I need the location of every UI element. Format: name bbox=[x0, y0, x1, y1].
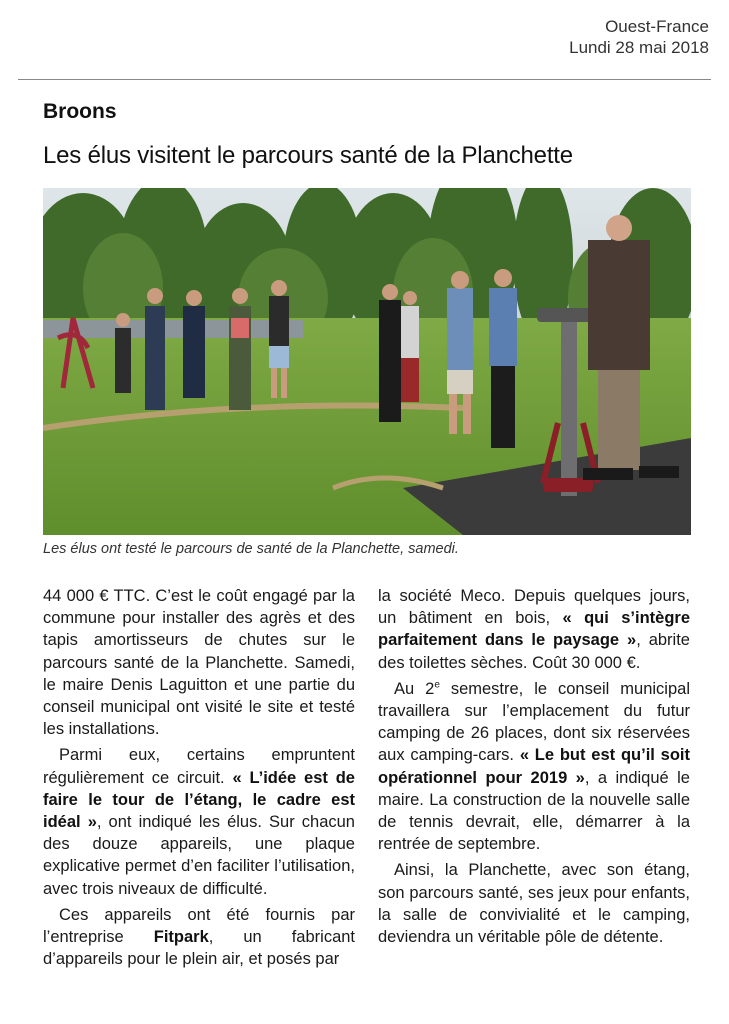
masthead bbox=[569, 16, 709, 58]
text-run: , a indiqué le maire. La construction de la nouvelle salle de tennis devrait, elle, démarrer à la rentrée de septembre. bbox=[378, 768, 690, 854]
paragraph-circuit bbox=[43, 744, 355, 899]
text-run: , un fabricant d’appareils pour le plein air, et posés par bbox=[43, 928, 356, 969]
text-run: , ont indiqué les élus. Sur chacun des douze appareils, une plaque explicative permet d’en faciliter l’utilisation, avec trois niveaux de difficulté. bbox=[43, 813, 355, 898]
text-run: Ces appareils ont été fournis par l’entreprise bbox=[43, 905, 355, 947]
text-run: Au 2 bbox=[394, 679, 435, 698]
publication-date: Lundi 28 mai 2018 bbox=[569, 38, 709, 57]
text-run: semestre, le conseil municipal travaillera sur l’emplacement du futur camping de 26 places, dont six réservées aux camping-cars. bbox=[378, 679, 690, 765]
quote-paysage: « qui s’intègre parfaitement dans le paysage » bbox=[378, 609, 690, 650]
header-divider bbox=[18, 79, 711, 80]
text-run: Parmi eux, certains empruntent régulièrement ce circuit. bbox=[43, 746, 355, 787]
brand-fitpark: Fitpark bbox=[153, 928, 209, 947]
article-kicker: Broons bbox=[43, 100, 117, 123]
paragraph-fitpark-continued bbox=[378, 585, 690, 674]
paragraph-fitpark bbox=[43, 904, 355, 971]
article-headline: Les élus visitent le parcours santé de la Planchette bbox=[43, 142, 573, 169]
quote-but: « Le but est qu’il soit opérationnel pour 2019 » bbox=[378, 746, 690, 787]
quote-idee: « L’idée est de faire le tour de l’étang, le cadre est idéal » bbox=[43, 768, 355, 832]
paragraph-intro: 44 000 € TTC. C’est le coût engagé par la commune pour installer des agrès et des tapis amortisseurs de chutes sur le parcours santé de la Planchette. Samedi, le maire Denis Laguitton et une partie du conseil municipal ont visité le site et testé les installations. bbox=[43, 587, 355, 739]
publication-name: Ouest-France bbox=[605, 17, 709, 36]
paragraph-conclusion: Ainsi, la Planchette, avec son étang, son parcours santé, ses jeux pour enfants, la salle de convivialité et le camping, deviendra un véritable pôle de détente. bbox=[378, 861, 690, 947]
ordinal-suffix: e bbox=[434, 679, 440, 691]
text-run: , abrite des toilettes sèches. Coût 30 000 €. bbox=[378, 631, 690, 672]
text-run: la société Meco. Depuis quelques jours, un bâtiment en bois, bbox=[378, 587, 690, 628]
article-column-2 bbox=[378, 585, 690, 952]
photo-illustration bbox=[43, 188, 691, 535]
article-column-1 bbox=[43, 585, 355, 974]
photo-caption: Les élus ont testé le parcours de santé de la Planchette, samedi. bbox=[43, 541, 459, 557]
article-photo bbox=[43, 188, 691, 535]
paragraph-camping bbox=[378, 678, 690, 856]
